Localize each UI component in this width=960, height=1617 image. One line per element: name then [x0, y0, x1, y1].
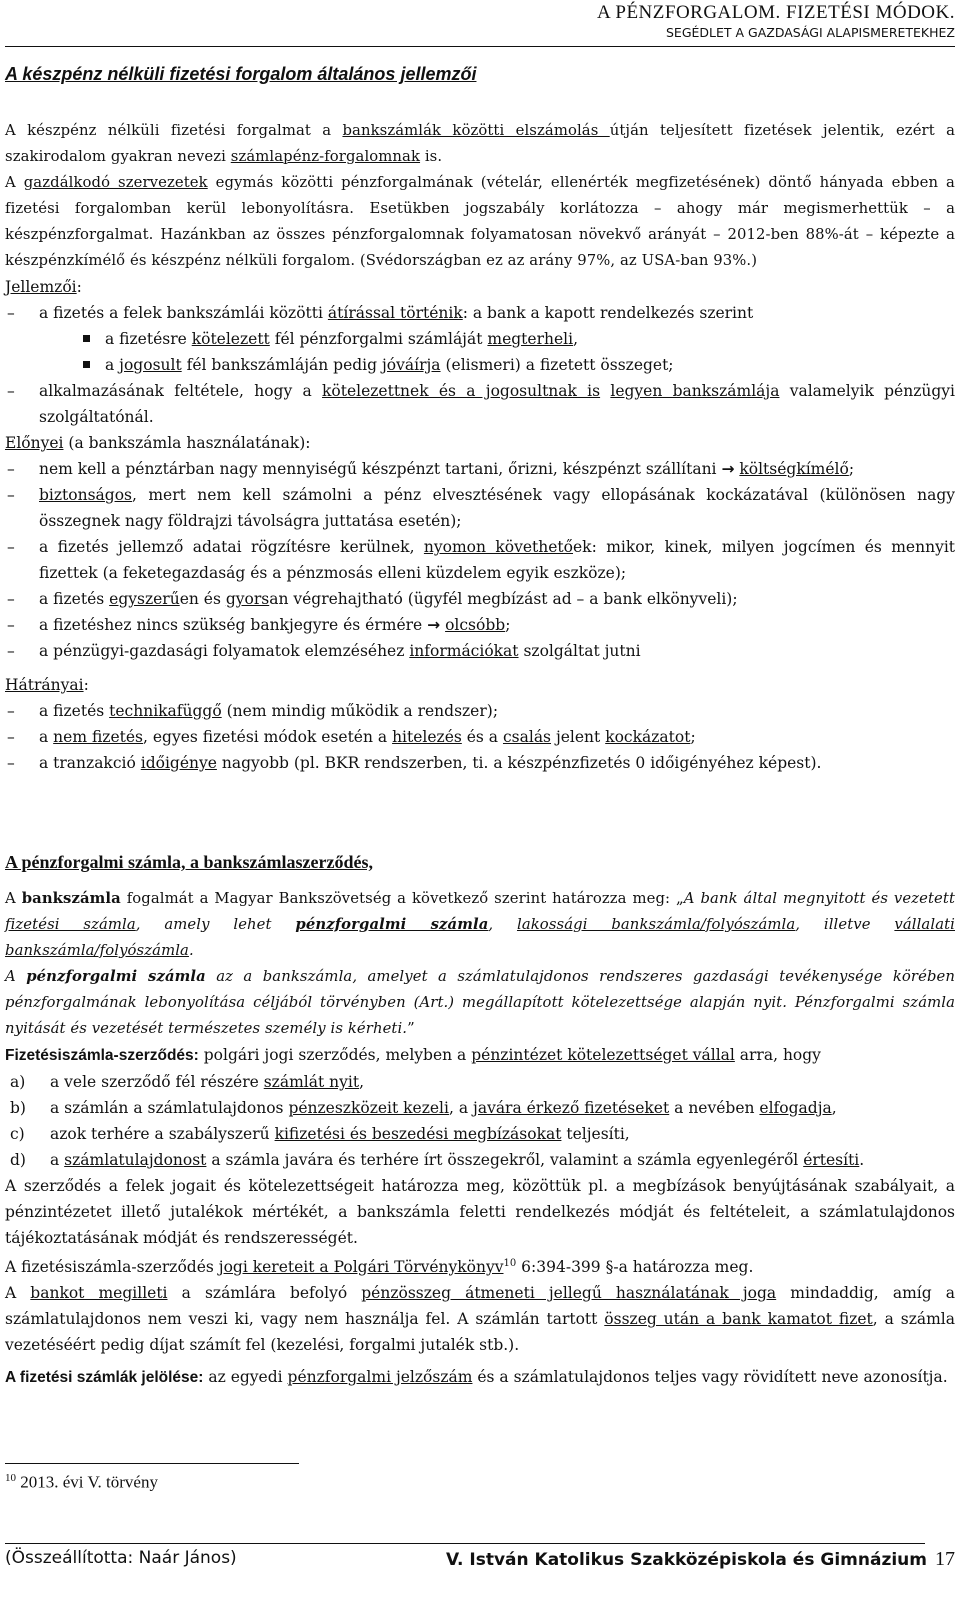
list-item: a) a vele szerződő fél részére számlát nyit, — [10, 1073, 364, 1091]
sub-list-item: a jogosult fél bankszámláján pedig jóváírja (elismeri) a fizetett összeget; — [5, 352, 955, 378]
list-item: – a fizetéshez nincs szükség bankjegyre és érmére → olcsóbb; — [5, 612, 955, 638]
paragraph-account-id: A fizetési számlák jelölése: az egyedi pénzforgalmi jelzőszám és a számlatulajdonos teljes vagy rövidített neve azonosítja. — [5, 1368, 948, 1387]
footnote: $^{10}$ 2013. évi V. törvény — [5, 1472, 158, 1492]
paragraph-contract-content: A szerződés a felek jogait és kötelezettségeit határozza meg, közöttük pl. a megbízások benyújtásának szabályait, a pénzintézetet illető jutalékok mértékét, a bankszámla feletti rendelkezés módját és feltételeit, a számlatulajdonos tájékoztatásának módját és rendszerességét. — [5, 1177, 955, 1247]
footer-school: V. István Katolikus Szakközépiskola és Gimnázium 17 — [446, 1548, 955, 1570]
page-header — [597, 2, 955, 42]
sub-list-item: a fizetésre kötelezett fél pénzforgalmi számláját megterheli, — [5, 326, 955, 352]
list-item: c) azok terhére a szabályszerű kifizetési és beszedési megbízásokat teljesíti, — [10, 1125, 630, 1143]
paragraph-intro: A készpénz nélküli fizetési forgalmat a bankszámlák közötti elszámolás útján teljesített fizetések jelentik, ezért a szakirodalom gyakran nevezi számlapénz-forgalomnak is. — [5, 122, 955, 165]
paragraph-organizations: A gazdálkodó szervezetek egymás közötti pénzforgalmának (vételár, ellenérték megfizetésének) döntő hányada ebben a fizetési forgalomban kerül lebonyolításra. Esetükben jogszabály korlátozza – ahogy már megismerhettük – a készpénzforgalmat. Hazánkban az összes pénzforgalomnak folyamatosan növekvő arányát – 2012-ben 88%-át – képezte a készpénzkímélő és készpénz nélküli forgalom. (Svédországban ez az arány 97%, az USA-ban 93%.) — [5, 174, 955, 269]
list-item: – a fizetés technikafüggő (nem mindig működik a rendszer); — [5, 698, 955, 724]
paragraph-bankszamla-definition: A bankszámla fogalmát a Magyar Bankszövetség a következő szerint határozza meg: „A bank által megnyitott és vezetett fizetési számla, amely lehet pénzforgalmi számla, lakossági bankszámla/folyószámla, illetve vállalati bankszámla/folyószámla. — [5, 890, 956, 959]
paragraph-contract: Fizetésiszámla-szerződés: polgári jogi szerződés, melyben a pénzintézet kötelezettséget vállal arra, hogy — [5, 1046, 821, 1064]
header-title: A PÉNZFORGALOM. FIZETÉSI MÓDOK. — [596, 2, 955, 23]
list-item: – biztonságos, mert nem kell számolni a pénz elvesztésének vagy ellopásának kockázatával (különösen nagy összegnek nagy földrajzi távolságra juttatása esetén); — [5, 482, 955, 534]
list-item: – a tranzakció időigénye nagyobb (pl. BKR rendszerben, ti. a készpénzfizetés 0 időigényéhez képest). — [5, 750, 955, 776]
list-item: b) a számlán a számlatulajdonos pénzeszközeit kezeli, a javára érkező fizetéseket a nevében elfogadja, — [10, 1099, 837, 1117]
list-item: – a fizetés egyszerűen és gyorsan végrehajtható (ügyfél megbízást ad – a bank elkönyveli); — [5, 586, 955, 612]
hatranyai-label: Hátrányai: — [5, 676, 89, 694]
paragraph-legal-frame: A fizetésiszámla-szerződés jogi kereteit a Polgári Törvénykönyv$^{10}$ 6:394-399 §-a határozza meg. — [5, 1258, 754, 1277]
list-item: – alkalmazásának feltétele, hogy a kötelezettnek és a jogosultnak is legyen bankszámlája valamelyik pénzügyi szolgáltatónál. — [5, 378, 955, 430]
paragraph-penzforgalmi-definition: A pénzforgalmi számla az a bankszámla, amelyet a számlatulajdonos rendszeres gazdasági tevékenysége körében pénzforgalmának lebonyolítása céljából törvényben (Art.) megállapított kötelezettsége alapján nyit. Pénzforgalmi számla nyitását és vezetését természetes személy is kérheti.” — [5, 968, 956, 1037]
footnote-rule — [5, 1463, 299, 1464]
jellemzoi-label: Jellemzői: — [5, 278, 82, 296]
section1-body — [5, 118, 955, 776]
paragraph-bank-rights: A bankot megilleti a számlára befolyó pénzösszeg átmeneti jellegű használatának joga mindaddig, amíg a számlatulajdonos nem veszi ki, vagy nem használja fel. A számlán tartott összeg után a bank kamatot fizet, a számla vezetéséért pedig díjat számít fel (kezelési, forgalmi jutalék stb.). — [5, 1284, 956, 1355]
list-item: – nem kell a pénztárban nagy mennyiségű készpénzt tartani, őrizni, készpénzt szállítani → költségkímélő; — [5, 456, 955, 482]
list-item: – a pénzügyi-gazdasági folyamatok elemzéséhez információkat szolgáltat jutni — [5, 638, 955, 664]
section-heading-account: A pénzforgalmi számla, a bankszámlaszerződés, — [5, 852, 373, 872]
elonyei-label: Előnyei (a bankszámla használatának): — [5, 434, 311, 452]
list-item: – a nem fizetés, egyes fizetési módok esetén a hitelezés és a csalás jelent kockázatot; — [5, 724, 955, 750]
header-subtitle: SEGÉDLET A GAZDASÁGI ALAPISMERETEKHEZ — [665, 25, 955, 40]
footer-author: (Összeállította: Naár János) — [5, 1548, 237, 1568]
section2-body — [5, 886, 955, 1391]
header-rule — [5, 46, 955, 47]
section-heading-cashless: A készpénz nélküli fizetési forgalom általános jellemzői — [5, 64, 477, 84]
arrow-right-icon: → — [427, 616, 441, 634]
list-item: – a fizetés jellemző adatai rögzítésre kerülnek, nyomon követhetőek: mikor, kinek, milyen jogcímen és mennyit fizettek (a feketegazdaság és a pénzmosás elleni küzdelem egyik eszköze); — [5, 534, 955, 586]
footnote-ref: 10 — [503, 1258, 517, 1269]
footer-rule — [5, 1543, 925, 1544]
list-item: d) a számlatulajdonost a számla javára és terhére írt összegekről, valamint a számla egyenlegéről értesíti. — [10, 1151, 865, 1169]
list-item: – a fizetés a felek bankszámlái közötti átírással történik: a bank a kapott rendelkezés szerint — [5, 300, 955, 326]
page-number: 17 — [935, 1548, 955, 1570]
arrow-right-icon: → — [721, 460, 735, 478]
